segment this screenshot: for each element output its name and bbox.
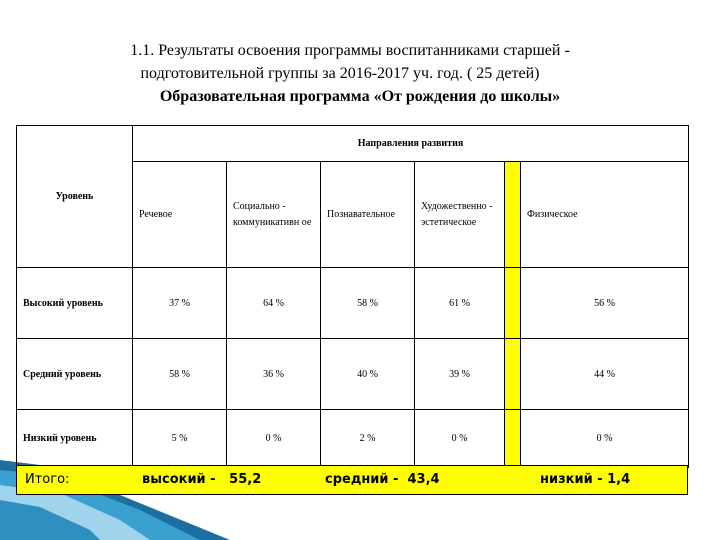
cell-value: 0 % bbox=[415, 410, 505, 468]
cell-value: 0 % bbox=[521, 410, 689, 468]
total-bar bbox=[16, 465, 688, 495]
highlight-column bbox=[505, 410, 521, 468]
direction-artistic: Художественно - эстетическое bbox=[415, 162, 505, 268]
level-low: Низкий уровень bbox=[17, 410, 133, 468]
cell-value: 0 % bbox=[227, 410, 321, 468]
direction-cognitive: Познавательное bbox=[321, 162, 415, 268]
level-mid: Средний уровень bbox=[17, 339, 133, 410]
total-low: низкий - 1,4 bbox=[540, 472, 631, 487]
table-row bbox=[17, 339, 689, 410]
cell-value: 56 % bbox=[521, 268, 689, 339]
highlight-column bbox=[505, 162, 521, 268]
direction-social: Социально - коммуникативн ое bbox=[227, 162, 321, 268]
cell-value: 58 % bbox=[133, 339, 227, 410]
cell-value: 58 % bbox=[321, 268, 415, 339]
cell-value: 2 % bbox=[321, 410, 415, 468]
cell-value: 40 % bbox=[321, 339, 415, 410]
table-row bbox=[17, 410, 689, 468]
direction-speech: Речевое bbox=[133, 162, 227, 268]
direction-physical: Физическое bbox=[521, 162, 689, 268]
heading-line-2: подготовительной группы за 2016-2017 уч. год. ( 25 детей) bbox=[140, 65, 540, 82]
directions-header: Направления развития bbox=[133, 126, 689, 162]
cell-value: 5 % bbox=[133, 410, 227, 468]
level-header: Уровень bbox=[17, 126, 133, 268]
cell-value: 64 % bbox=[227, 268, 321, 339]
highlight-column bbox=[505, 268, 521, 339]
heading-line-1: 1.1. Результаты освоения программы воспитанниками старшей - bbox=[130, 42, 570, 59]
cell-value: 39 % bbox=[415, 339, 505, 410]
cell-value: 61 % bbox=[415, 268, 505, 339]
level-high: Высокий уровень bbox=[17, 268, 133, 339]
highlight-column bbox=[505, 339, 521, 410]
total-label: Итого: bbox=[25, 472, 70, 487]
table-row bbox=[17, 268, 689, 339]
cell-value: 37 % bbox=[133, 268, 227, 339]
heading-program: Образовательная программа «От рождения до школы» bbox=[159, 88, 561, 105]
cell-value: 36 % bbox=[227, 339, 321, 410]
total-high: высокий - 55,2 bbox=[142, 472, 262, 487]
cell-value: 44 % bbox=[521, 339, 689, 410]
total-mid: средний - 43,4 bbox=[325, 472, 440, 487]
results-table bbox=[16, 125, 689, 468]
